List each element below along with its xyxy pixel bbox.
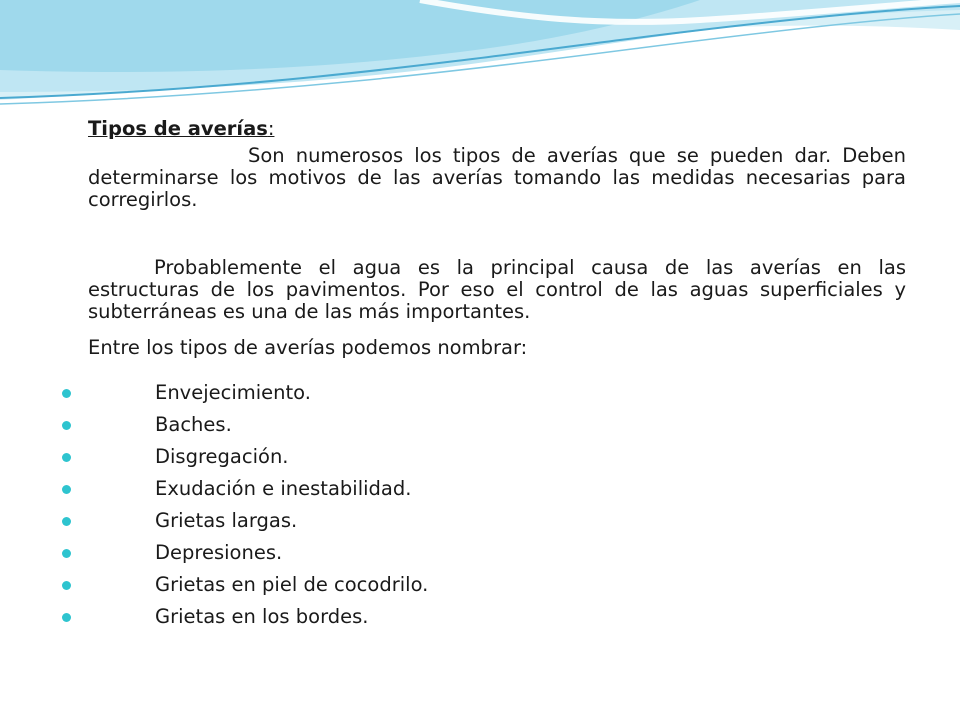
list-item (62, 537, 428, 569)
bullet-icon (62, 613, 71, 622)
list-item (62, 441, 428, 473)
list-item-text: Grietas en piel de cocodrilo. (155, 573, 429, 596)
list-item (62, 473, 428, 505)
list-item-text: Grietas en los bordes. (155, 605, 369, 628)
list-intro: Entre los tipos de averías podemos nombrar: (88, 336, 528, 359)
bullet-icon (62, 581, 71, 590)
list-item (62, 377, 428, 409)
list-item-text: Depresiones. (155, 541, 283, 564)
header-wave-decoration (0, 0, 960, 120)
paragraph-2: Probablemente el agua es la principal causa de las averías en las estructuras de los pavimentos. Por eso el control de las aguas superficiales y subterráneas es una de las más importantes. (88, 256, 906, 323)
section-title (88, 112, 906, 145)
bullet-icon (62, 517, 71, 526)
bullet-icon (62, 389, 71, 398)
list-item-text: Baches. (155, 413, 232, 436)
bullet-icon (62, 549, 71, 558)
list-item-text: Grietas largas. (155, 509, 298, 532)
bullet-icon (62, 421, 71, 430)
slide-body (88, 112, 906, 365)
paragraph-1: Son numerosos los tipos de averías que se pueden dar. Deben determinarse los motivos de las averías tomando las medidas necesarias para corregirlos. (88, 144, 906, 211)
list-item-text: Envejecimiento. (155, 381, 311, 404)
section-title-text: Tipos de averías (88, 117, 268, 140)
bullet-icon (62, 453, 71, 462)
section-title-colon: : (267, 117, 275, 140)
list-item (62, 569, 428, 601)
list-item (62, 601, 428, 633)
list-item (62, 409, 428, 441)
bullet-icon (62, 485, 71, 494)
list-item (62, 505, 428, 537)
list-item-text: Disgregación. (155, 445, 289, 468)
damage-types-list (62, 377, 428, 633)
list-item-text: Exudación e inestabilidad. (155, 477, 412, 500)
